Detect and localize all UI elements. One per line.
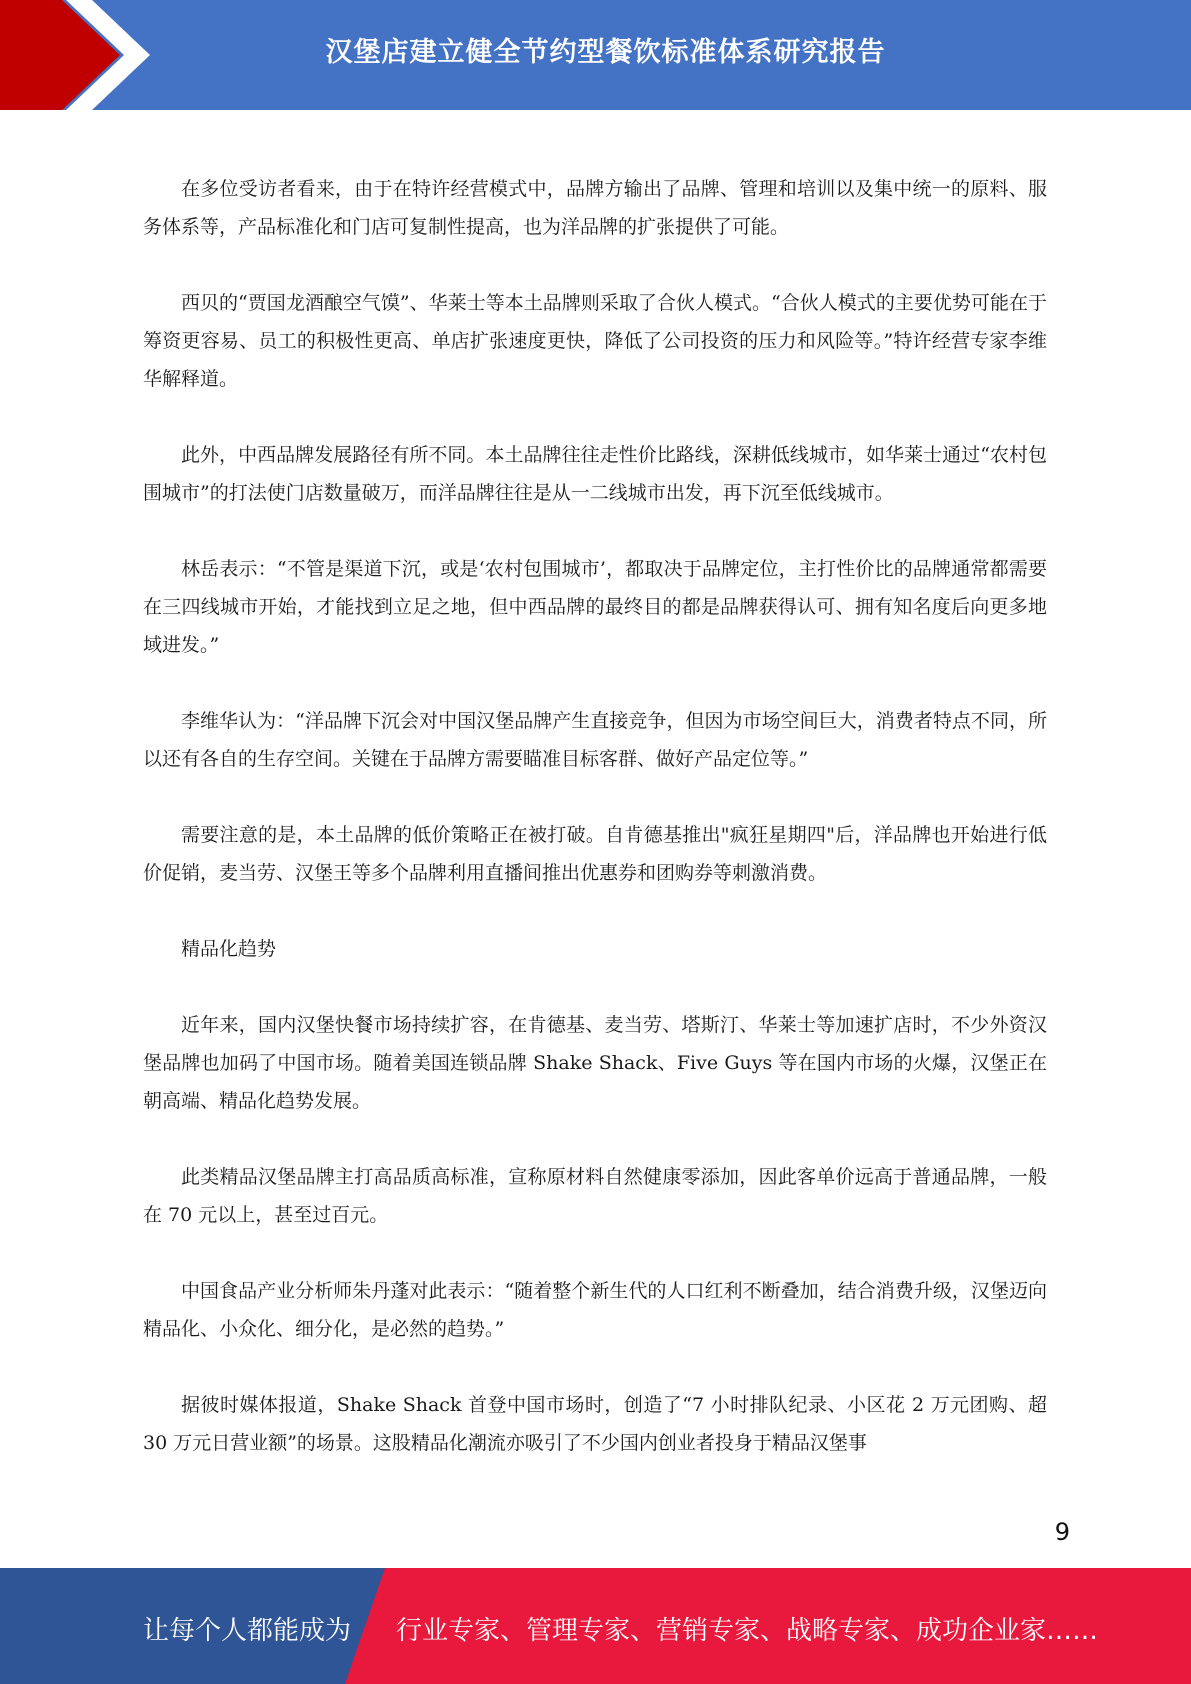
- page-header: [0, 0, 1191, 110]
- paragraph: 在多位受访者看来，由于在特许经营模式中，品牌方输出了品牌、管理和培训以及集中统一的原料、服务体系等，产品标准化和门店可复制性提高，也为洋品牌的扩张提供了可能。: [143, 178, 1047, 238]
- section-heading: 精品化趋势: [181, 938, 277, 960]
- paragraph: 李维华认为：“洋品牌下沉会对中国汉堡品牌产生直接竞争，但因为市场空间巨大，消费者特点不同，所以还有各自的生存空间。关键在于品牌方需要瞄准目标客群、做好产品定位等。”: [143, 710, 1047, 770]
- paragraph: 西贝的“贾国龙酒酿空气馍”、华莱士等本土品牌则采取了合伙人模式。“合伙人模式的主要优势可能在于筹资更容易、员工的积极性更高、单店扩张速度更快，降低了公司投资的压力和风险等。”特许经营专家李维华解释道。: [143, 292, 1047, 390]
- paragraph: 需要注意的是，本土品牌的低价策略正在被打破。自肯德基推出"疯狂星期四"后，洋品牌也开始进行低价促销，麦当劳、汉堡王等多个品牌利用直播间推出优惠券和团购券等刺激消费。: [143, 824, 1047, 884]
- paragraph: 据彼时媒体报道，Shake Shack 首登中国市场时，创造了“7 小时排队纪录、小区花 2 万元团购、超 30 万元日营业额”的场景。这股精品化潮流亦吸引了不少国内创业者投身于精品汉堡事: [143, 1394, 1047, 1454]
- header-title: 汉堡店建立健全节约型餐饮标准体系研究报告: [325, 37, 886, 68]
- paragraph: 中国食品产业分析师朱丹蓬对此表示：“随着整个新生代的人口红利不断叠加，结合消费升级，汉堡迈向精品化、小众化、细分化，是必然的趋势。”: [143, 1280, 1047, 1340]
- page-number: 9: [1054, 1518, 1070, 1546]
- paragraph: 林岳表示：“不管是渠道下沉，或是‘农村包围城市’，都取决于品牌定位，主打性价比的品牌通常都需要在三四线城市开始，才能找到立足之地，但中西品牌的最终目的都是品牌获得认可、拥有知名度后向更多地域进发。”: [143, 558, 1047, 656]
- article-body: [143, 170, 1047, 1500]
- footer-slogan-right: 行业专家、管理专家、营销专家、战略专家、成功企业家……: [396, 1616, 1099, 1646]
- footer-slogan-left: 让每个人都能成为: [143, 1616, 352, 1646]
- paragraph: 此外，中西品牌发展路径有所不同。本土品牌往往走性价比路线，深耕低线城市，如华莱士通过“农村包围城市”的打法使门店数量破万，而洋品牌往往是从一二线城市出发，再下沉至低线城市。: [143, 444, 1047, 504]
- paragraph: 此类精品汉堡品牌主打高品质高标准，宣称原材料自然健康零添加，因此客单价远高于普通品牌，一般在 70 元以上，甚至过百元。: [143, 1166, 1047, 1226]
- page-footer: [0, 1568, 1191, 1684]
- paragraph: 近年来，国内汉堡快餐市场持续扩容，在肯德基、麦当劳、塔斯汀、华莱士等加速扩店时，不少外资汉堡品牌也加码了中国市场。随着美国连锁品牌 Shake Shack、Five Guys 等在国内市场的火爆，汉堡正在朝高端、精品化趋势发展。: [143, 1014, 1047, 1112]
